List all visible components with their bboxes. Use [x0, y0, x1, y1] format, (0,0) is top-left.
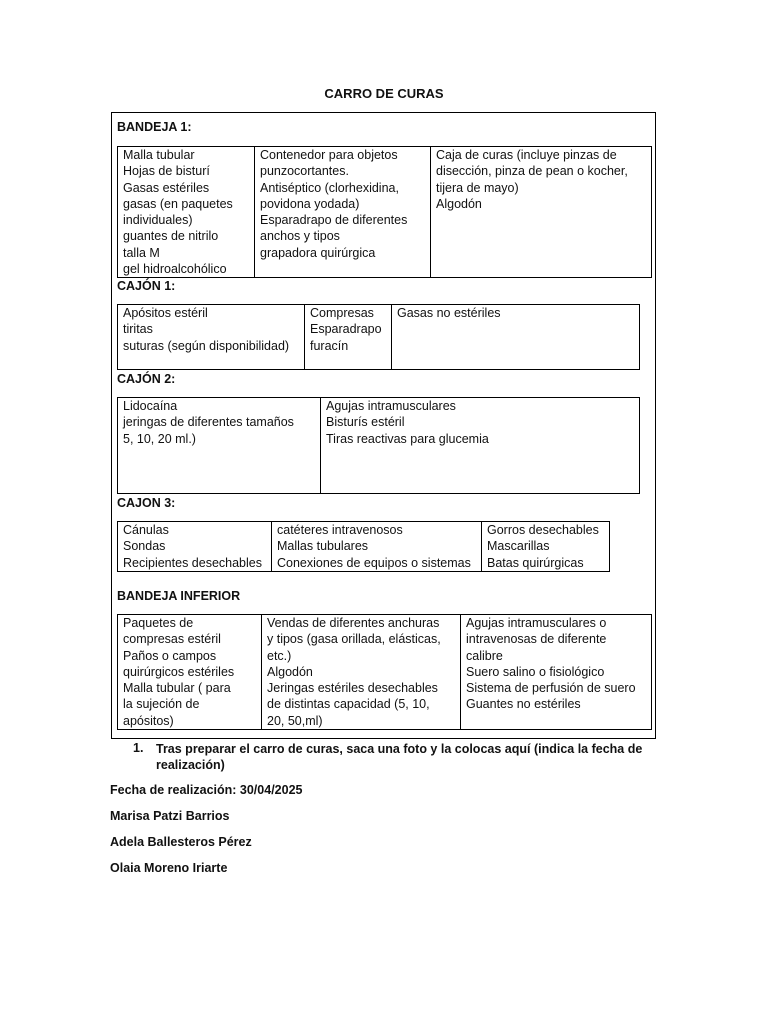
list-item: Batas quirúrgicas	[487, 555, 584, 570]
list-item: gel hidroalcohólico	[123, 262, 227, 277]
list-item: Gasas estériles	[123, 180, 210, 195]
list-item: quirúrgicos estériles	[123, 664, 235, 679]
list-item: Gasas no estériles	[397, 306, 501, 320]
table-cell	[321, 398, 640, 494]
question-number: 1.	[133, 741, 144, 755]
list-item: Esparadrapo de diferentes	[260, 213, 408, 228]
question-text: Tras preparar el carro de curas, saca una foto y la colocas aquí (indica la fecha de realización)	[156, 742, 643, 772]
list-item: gasas (en paquetes	[123, 196, 233, 211]
list-item: Agujas intramusculares	[326, 399, 456, 413]
list-item: Esparadrapo	[310, 322, 382, 337]
list-item: Suero salino o fisiológico	[466, 664, 605, 679]
section-heading-bandeja-1: BANDEJA 1:	[117, 120, 192, 134]
list-item: Algodón	[267, 664, 313, 679]
table-cell	[461, 615, 652, 730]
table-cell	[305, 305, 392, 370]
list-item: Vendas de diferentes anchuras	[267, 616, 440, 630]
list-item: catéteres intravenosos	[277, 523, 403, 537]
list-item: compresas estéril	[123, 632, 221, 647]
list-item: Sistema de perfusión de suero	[466, 681, 636, 696]
table-cajon-2	[117, 397, 640, 494]
list-item: tiritas	[123, 322, 153, 337]
list-item: Hojas de bisturí	[123, 164, 210, 179]
list-item: jeringas de diferentes tamaños	[123, 415, 294, 430]
table-cell	[118, 147, 255, 278]
list-item: Paños o campos	[123, 648, 217, 663]
list-item: Jeringas estériles desechables	[267, 681, 438, 696]
list-item: tijera de mayo)	[436, 180, 519, 195]
table-cell	[118, 615, 262, 730]
list-item: disección, pinza de pean o kocher,	[436, 164, 628, 179]
list-item: Malla tubular	[123, 148, 195, 162]
list-item: Conexiones de equipos o sistemas	[277, 555, 471, 570]
list-item: Mascarillas	[487, 539, 550, 554]
list-item: Paquetes de	[123, 616, 194, 630]
list-item: Antiséptico (clorhexidina,	[260, 180, 399, 195]
list-item: Contenedor para objetos	[260, 148, 398, 162]
list-item: guantes de nitrilo	[123, 229, 219, 244]
list-item: de distintas capacidad (5, 10,	[267, 697, 430, 712]
list-item: Recipientes desechables	[123, 555, 262, 570]
list-item: povidona yodada)	[260, 196, 360, 211]
author-name: Adela Ballesteros Pérez	[110, 835, 252, 849]
list-item: Agujas intramusculares o	[466, 616, 607, 630]
section-heading-cajon-3: CAJON 3:	[117, 496, 176, 510]
list-item: Sondas	[123, 539, 166, 554]
table-cell	[255, 147, 431, 278]
section-heading-cajon-1: CAJÓN 1:	[117, 279, 176, 293]
table-bandeja-1	[117, 146, 652, 278]
list-item: Mallas tubulares	[277, 539, 369, 554]
table-cell	[118, 522, 272, 572]
list-item: Gorros desechables	[487, 523, 599, 537]
page-title: CARRO DE CURAS	[324, 86, 444, 101]
list-item: 20, 50,ml)	[267, 713, 323, 728]
list-item: Algodón	[436, 196, 482, 211]
table-cell	[272, 522, 482, 572]
table-cell	[118, 305, 305, 370]
table-cell	[392, 305, 640, 370]
list-item: la sujeción de	[123, 697, 200, 712]
table-cell	[431, 147, 652, 278]
list-item: Caja de curas (incluye pinzas de	[436, 148, 617, 162]
list-item: Apósitos estéril	[123, 306, 208, 320]
list-item: Malla tubular ( para	[123, 681, 231, 696]
list-item: furacín	[310, 338, 349, 353]
list-item: Tiras reactivas para glucemia	[326, 431, 489, 446]
list-item: calibre	[466, 648, 503, 663]
list-item: suturas (según disponibilidad)	[123, 338, 290, 353]
section-heading-cajon-2: CAJÓN 2:	[117, 372, 176, 386]
table-bandeja-inferior	[117, 614, 652, 730]
list-item: Compresas	[310, 306, 374, 320]
author-name: Marisa Patzi Barrios	[110, 809, 230, 823]
list-item: talla M	[123, 245, 160, 260]
list-item: 5, 10, 20 ml.)	[123, 431, 196, 446]
list-item: individuales)	[123, 213, 193, 228]
table-cajon-1	[117, 304, 640, 370]
author-name: Olaia Moreno Iriarte	[110, 861, 228, 875]
list-item: apósitos)	[123, 713, 174, 728]
list-item: etc.)	[267, 648, 292, 663]
list-item: Bisturís estéril	[326, 415, 405, 430]
list-item: intravenosas de diferente	[466, 632, 607, 647]
list-item: Guantes no estériles	[466, 697, 581, 712]
list-item: Cánulas	[123, 523, 169, 537]
table-cell	[262, 615, 461, 730]
list-item: y tipos (gasa orillada, elásticas,	[267, 632, 441, 647]
section-heading-bandeja-inferior: BANDEJA INFERIOR	[117, 589, 241, 603]
table-cell	[118, 398, 321, 494]
list-item: anchos y tipos	[260, 229, 340, 244]
table-cajon-3	[117, 521, 610, 572]
list-item: punzocortantes.	[260, 164, 349, 179]
list-item: grapadora quirúrgica	[260, 245, 376, 260]
table-cell	[482, 522, 610, 572]
list-item: Lidocaína	[123, 399, 178, 413]
date-line: Fecha de realización: 30/04/2025	[110, 783, 303, 797]
